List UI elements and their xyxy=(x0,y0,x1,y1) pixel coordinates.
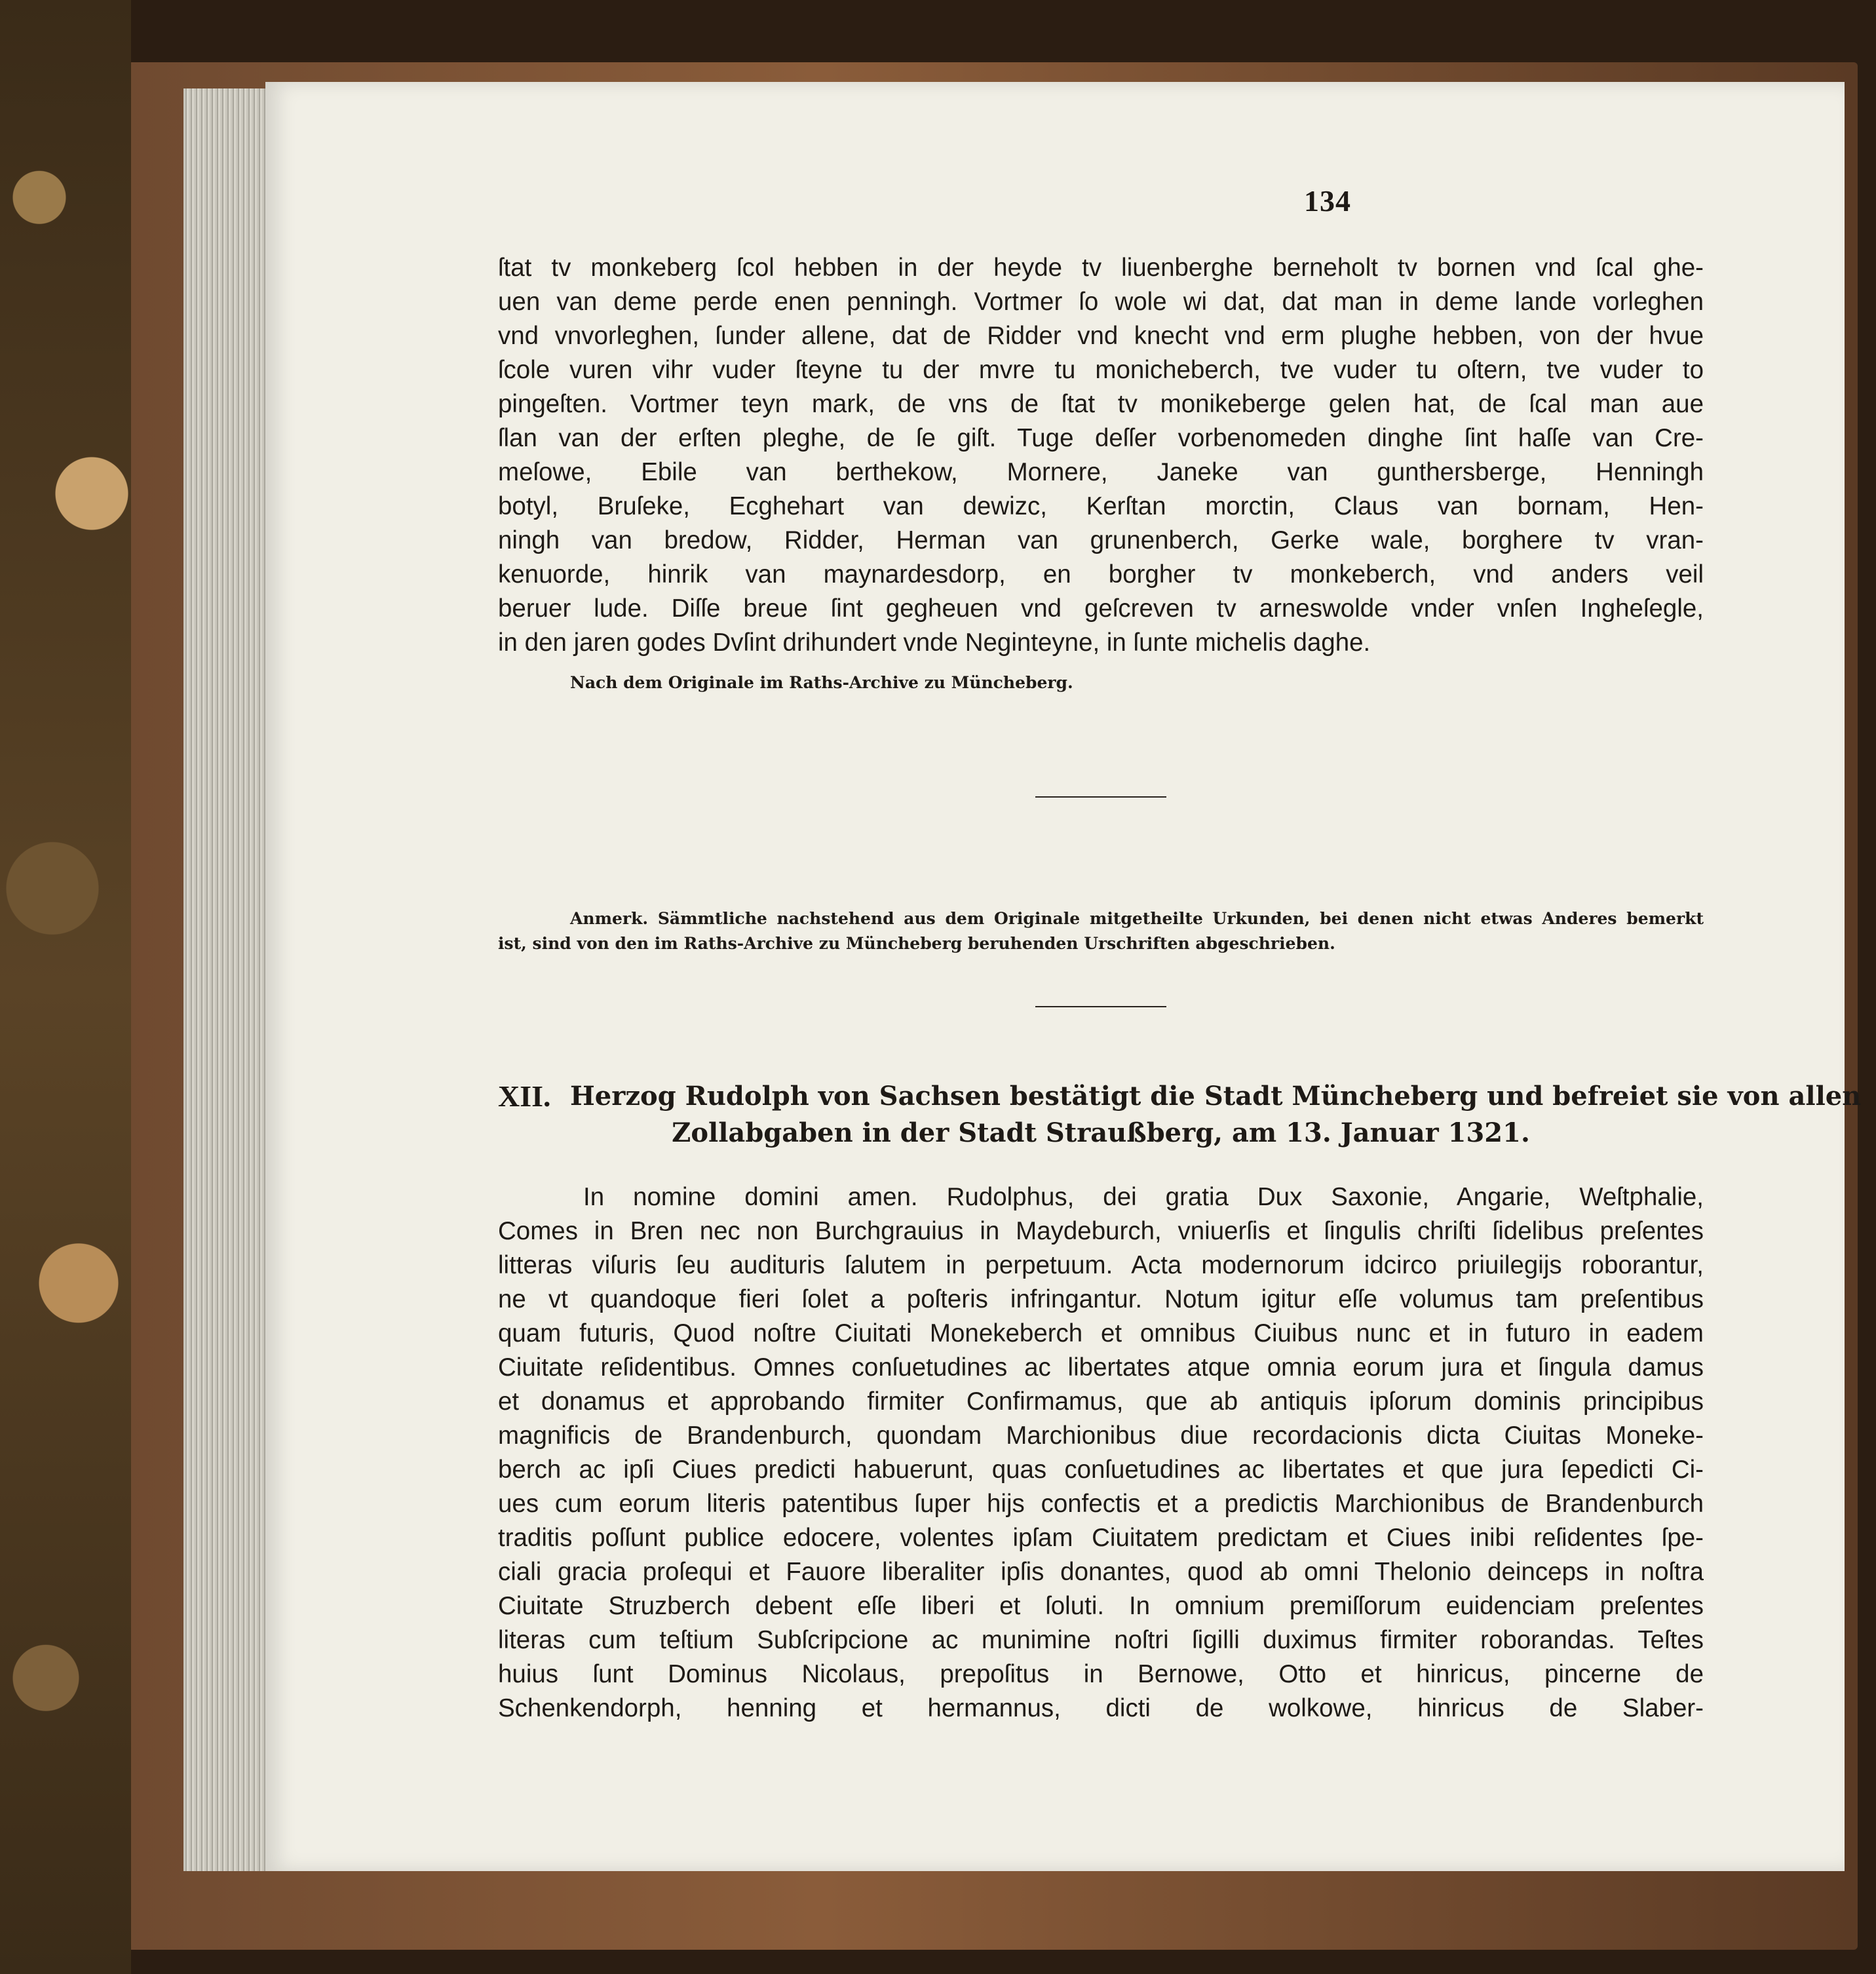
text-line: in den jaren godes Dvſint drihundert vnde Neginteyne, in ſunte michelis daghe. xyxy=(498,629,1371,657)
text-line: quam futuris, Quod noſtre Ciuitati Monekeberch et omnibus Ciuibus nunc et in futuro in eadem xyxy=(498,1319,1704,1347)
text-line: beruer lude. Diſſe breue ſint gegheuen vnd geſcreven tv arneswolde vnder vnſen Ingheſegle, xyxy=(498,594,1704,623)
divider-rule xyxy=(1035,796,1166,798)
divider-rule xyxy=(1035,1006,1166,1007)
marbled-endpaper xyxy=(0,0,131,1974)
text-line: kenuorde, hinrik van maynardesdorp, en borgher tv monkeberch, vnd anders veil xyxy=(498,560,1704,589)
text-line: ciali gracia proſequi et Fauore liberaliter ipſis donantes, quod ab omni Thelonio deinceps in noſtra xyxy=(498,1558,1704,1586)
text-line: traditis poſſunt publice edocere, volentes ipſam Ciuitatem predictam et Ciues inibi reſidentes ſpe- xyxy=(498,1524,1704,1552)
annotation-line: Anmerk. Sämmtliche nachstehend aus dem Originale mitgetheilte Urkunden, bei denen nicht etwas Anderes bemerkt xyxy=(570,909,1704,928)
annotation-line: ist, sind von den im Raths-Archive zu Müncheberg beruhenden Urschriften abgeschrieben. xyxy=(498,934,1335,953)
page-edges xyxy=(183,88,269,1871)
text-line: Ciuitate reſidentibus. Omnes conſuetudines ac libertates atque omnia eorum jura et ſingula damus xyxy=(498,1353,1704,1382)
heading-line: Herzog Rudolph von Sachsen bestätigt die Stadt Müncheberg und befreiet sie von allen xyxy=(570,1081,1862,1112)
document-number: XII. xyxy=(498,1079,551,1113)
bottom-paragraph xyxy=(498,1180,1704,1726)
text-line: Ciuitate Struzberch debent eſſe liberi et ſoluti. In omnium premiſſorum euidenciam preſentes xyxy=(498,1592,1704,1620)
text-line: vnd vnvorleghen, ſunder allene, dat de Ridder vnd knecht vnd erm plughe hebben, von der hvue xyxy=(498,322,1704,350)
text-line: meſowe, Ebile van berthekow, Mornere, Janeke van gunthersberge, Henningh xyxy=(498,458,1704,486)
source-note: Nach dem Originale im Raths-Archive zu Müncheberg. xyxy=(570,673,1073,692)
text-line: ſtat tv monkeberg ſcol hebben in der heyde tv liuenberghe berneholt tv bornen vnd ſcal ghe- xyxy=(498,254,1704,282)
text-line: litteras viſuris ſeu audituris ſalutem in perpetuum. Acta modernorum idcirco priuilegijs roborantur, xyxy=(498,1251,1704,1279)
text-line: ues cum eorum literis patentibus ſuper hijs confectis et a predictis Marchionibus de Brandenburch xyxy=(498,1490,1704,1518)
text-line: Comes in Bren nec non Burchgrauius in Maydeburch, vniuerſis et ſingulis chriſti ſidelibus preſentes xyxy=(498,1217,1704,1245)
text-line: uen van deme perde enen penningh. Vortmer ſo wole wi dat, dat man in deme lande vorleghen xyxy=(498,288,1704,316)
text-line: botyl, Bruſeke, Ecghehart van dewizc, Kerſtan morctin, Claus van bornam, Hen- xyxy=(498,492,1704,520)
text-line: ningh van bredow, Ridder, Herman van grunenberch, Gerke wale, borghere tv vran- xyxy=(498,526,1704,554)
text-line: et donamus et approbando firmiter Confirmamus, que ab antiquis ipſorum dominis principibus xyxy=(498,1387,1704,1416)
text-line: In nomine domini amen. Rudolphus, dei gratia Dux Saxonie, Angarie, Weſtphalie, xyxy=(583,1183,1704,1211)
text-line: pingeſten. Vortmer teyn mark, de vns de ſtat tv monikeberge gelen hat, de ſcal man aue xyxy=(498,390,1704,418)
book-page xyxy=(265,82,1862,1871)
heading-line: Zollabgaben in der Stadt Straußberg, am 13. Januar 1321. xyxy=(672,1117,1530,1148)
text-line: berch ac ipſi Ciues predicti habuerunt, quas conſuetudines ac libertates et que jura ſepedicti Ci- xyxy=(498,1456,1704,1484)
text-line: literas cum teſtium Subſcripcione ac munimine noſtri ſigilli duximus firmiter roborandas. Teſtes xyxy=(498,1626,1704,1654)
text-line: ne vt quandoque fieri ſolet a poſteris infringantur. Notum igitur eſſe volumus tam preſentibus xyxy=(498,1285,1704,1313)
top-paragraph xyxy=(498,251,1704,660)
text-line: huius ſunt Dominus Nicolaus, prepoſitus in Bernowe, Otto et hinricus, pincerne de xyxy=(498,1660,1704,1688)
text-line: ſlan van der erſten pleghe, de ſe giſt. Tuge deſſer vorbenomeden dinghe ſint haſſe van Cre- xyxy=(498,424,1704,452)
text-line: magnificis de Brandenburch, quondam Marchionibus diue recordacionis dicta Ciuitas Moneke- xyxy=(498,1422,1704,1450)
page-number: 134 xyxy=(1304,184,1351,218)
text-line: Schenkendorph, henning et hermannus, dicti de wolkowe, hinricus de Slaber- xyxy=(498,1694,1704,1722)
text-line: ſcole vuren vihr vuder ſteyne tu der mvre tu monicheberch, tve vuder tu oſtern, tve vuder to xyxy=(498,356,1704,384)
